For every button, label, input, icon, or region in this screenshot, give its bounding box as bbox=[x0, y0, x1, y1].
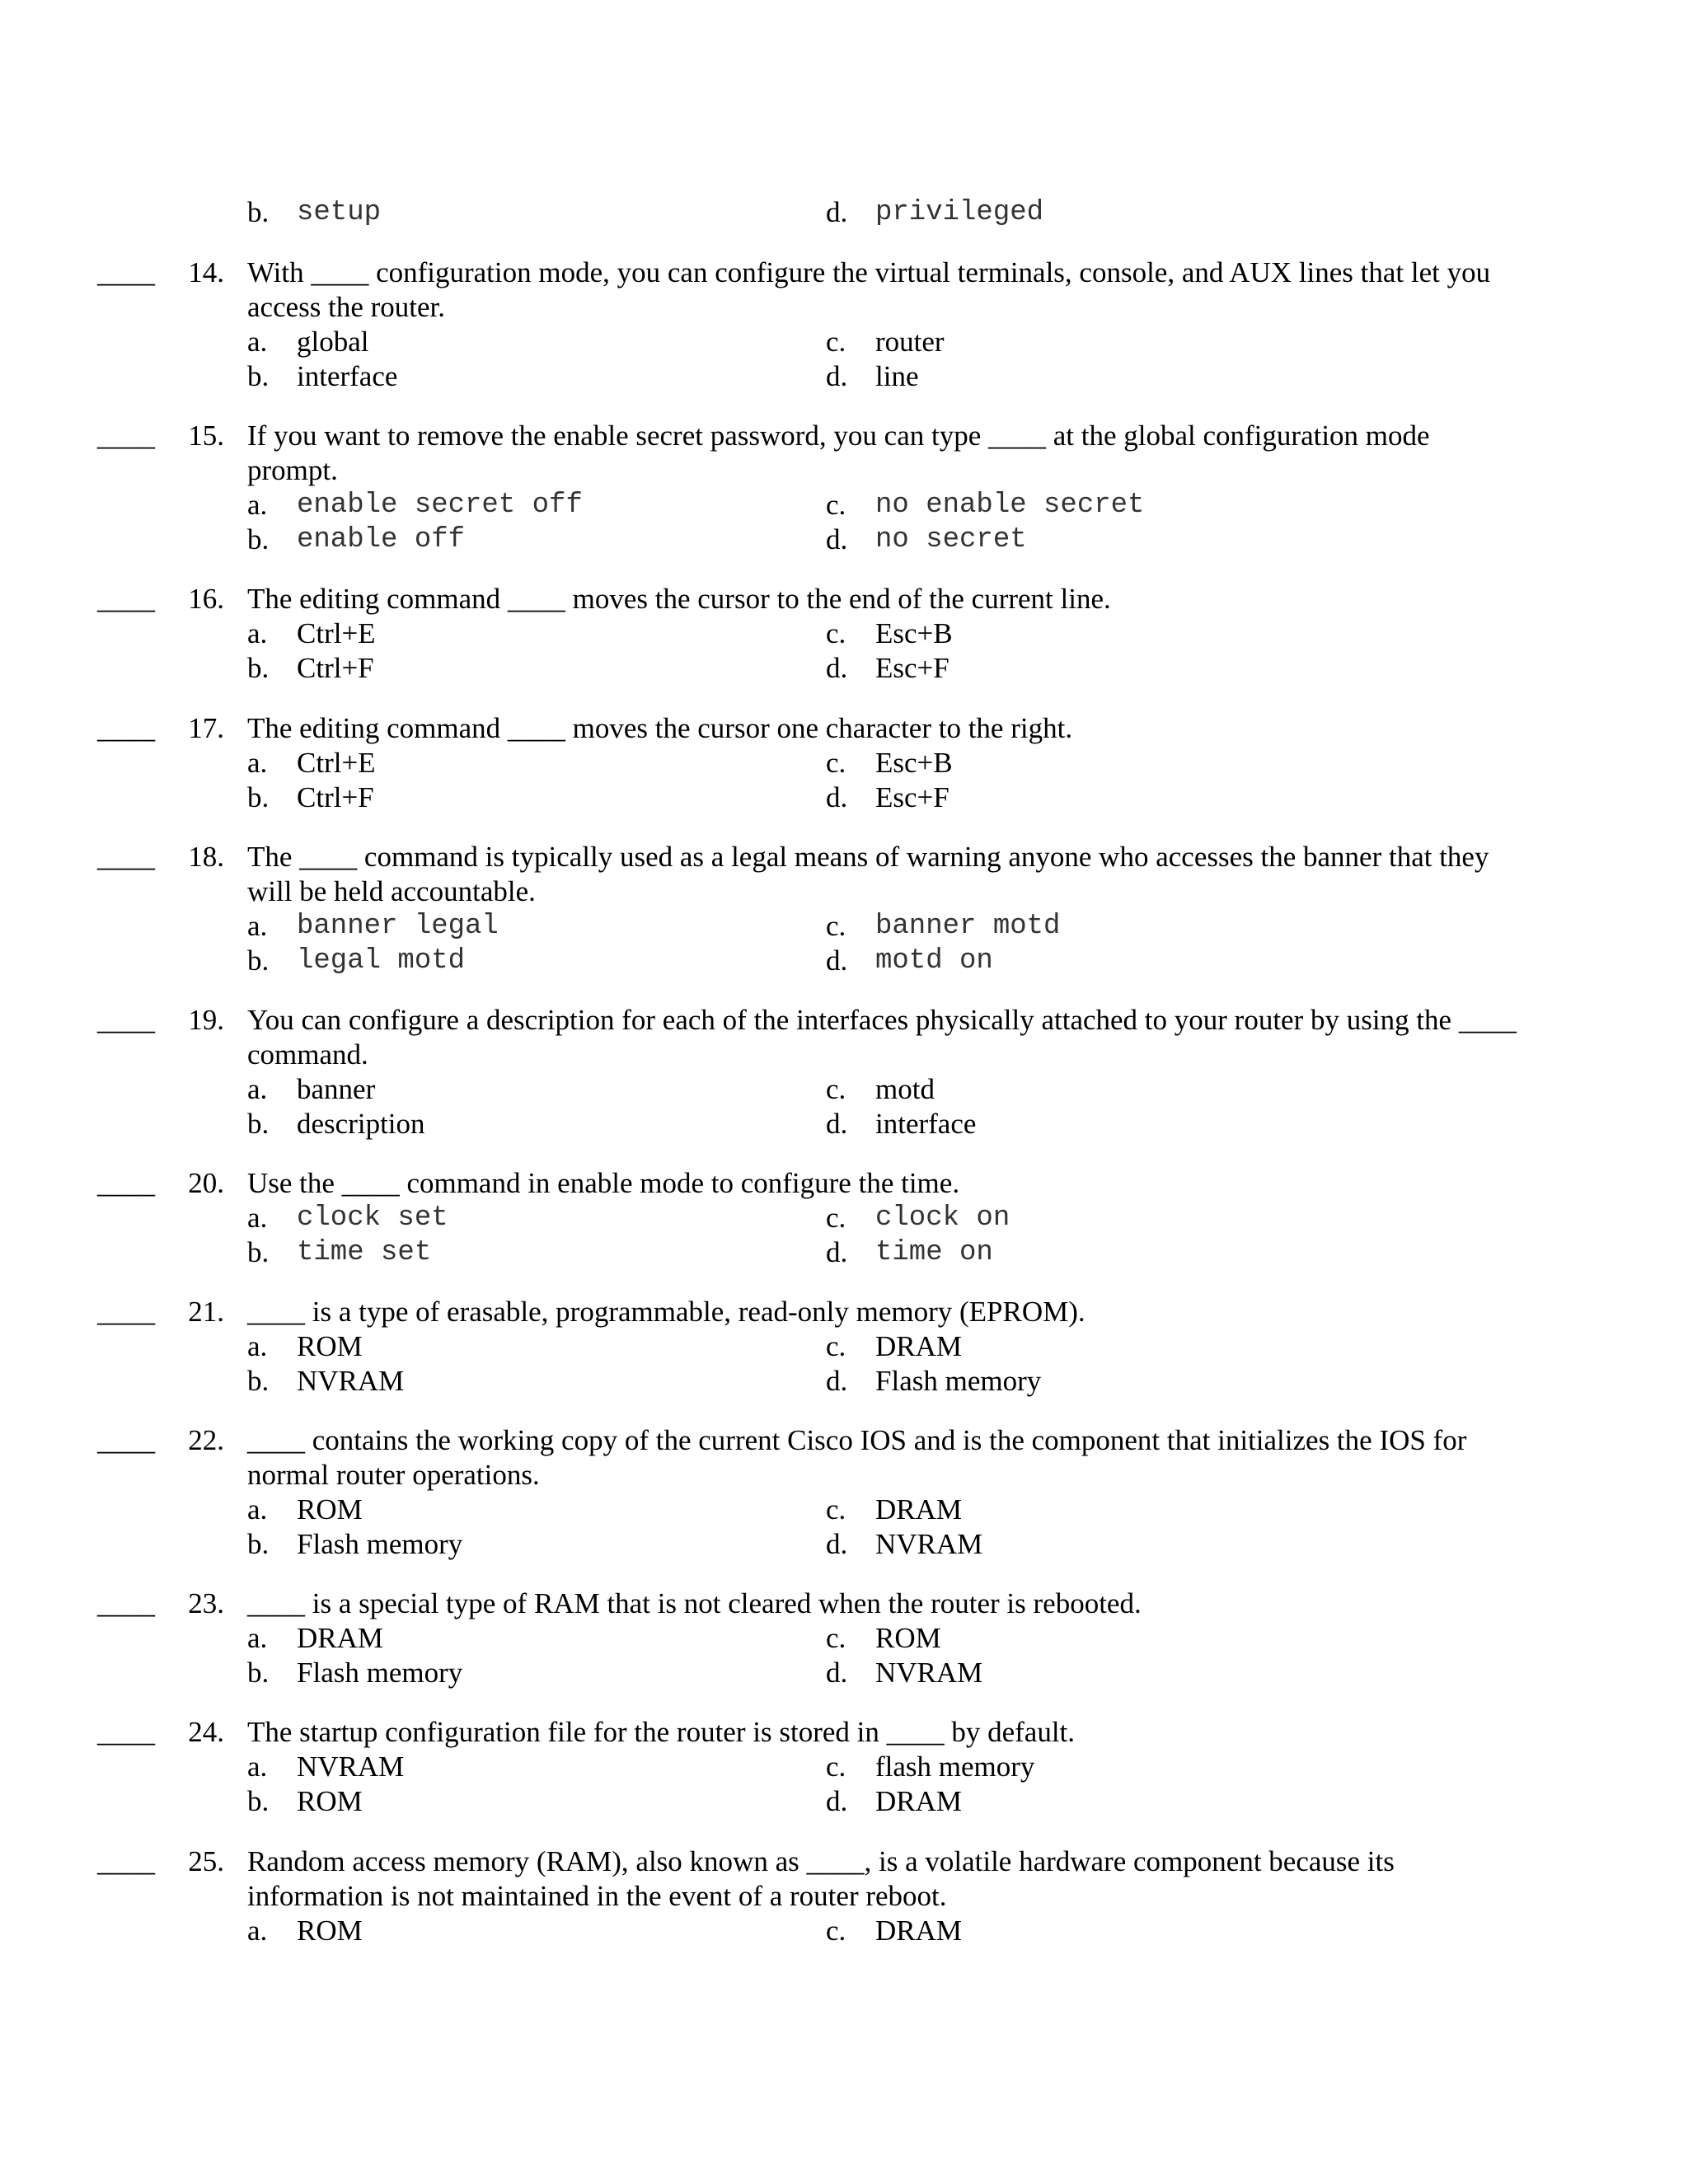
option-letter: b. bbox=[247, 523, 270, 555]
option-text: NVRAM bbox=[297, 1750, 405, 1783]
question-stem-continuation bbox=[0, 1879, 1688, 1914]
option-letter: b. bbox=[247, 1236, 270, 1268]
option-letter: c. bbox=[826, 1622, 846, 1654]
option-letter: d. bbox=[826, 1365, 848, 1397]
option-row bbox=[0, 325, 1688, 359]
question-text: Random access memory (RAM), also known as ____, is a volatile hardware component because its bbox=[247, 1845, 1395, 1877]
option-letter: b. bbox=[247, 1365, 270, 1397]
option-letter: b. bbox=[247, 781, 270, 813]
question-text: ____ is a special type of RAM that is not cleared when the router is rebooted. bbox=[247, 1587, 1142, 1619]
question-stem-line bbox=[0, 1166, 1688, 1201]
option-row bbox=[0, 1107, 1688, 1141]
option-letter: d. bbox=[826, 1657, 848, 1689]
option-row bbox=[0, 780, 1688, 815]
option-text: no enable secret bbox=[875, 490, 1145, 521]
option-row bbox=[0, 195, 1688, 230]
option-letter: b. bbox=[247, 652, 270, 684]
option-letter: d. bbox=[826, 944, 848, 977]
option-text: Flash memory bbox=[875, 1365, 1042, 1397]
option-text: interface bbox=[297, 360, 398, 392]
option-text: Flash memory bbox=[297, 1657, 463, 1689]
option-text: router bbox=[875, 326, 945, 358]
question-text: normal router operations. bbox=[247, 1459, 540, 1491]
answer-blank[interactable]: ____ bbox=[97, 1296, 155, 1328]
question-text: Use the ____ command in enable mode to configure the time. bbox=[247, 1167, 960, 1199]
option-text: ROM bbox=[875, 1622, 941, 1654]
option-row bbox=[0, 1072, 1688, 1107]
option-text: Flash memory bbox=[297, 1528, 463, 1560]
question-stem-line bbox=[0, 419, 1688, 453]
option-text: DRAM bbox=[875, 1493, 963, 1526]
option-letter: d. bbox=[826, 523, 848, 555]
option-letter: a. bbox=[247, 1622, 268, 1654]
question-stem-line bbox=[0, 1003, 1688, 1038]
question-number: 23. bbox=[188, 1587, 224, 1619]
question-number: 17. bbox=[188, 712, 224, 744]
option-row bbox=[0, 944, 1688, 978]
option-letter: b. bbox=[247, 1785, 270, 1817]
question-text: ____ contains the working copy of the current Cisco IOS and is the component that initializes the IOS for bbox=[247, 1424, 1467, 1456]
option-text: Esc+B bbox=[875, 747, 953, 779]
option-row bbox=[0, 1493, 1688, 1527]
option-letter: c. bbox=[826, 1073, 846, 1105]
question-stem-line bbox=[0, 1844, 1688, 1879]
option-row bbox=[0, 1784, 1688, 1819]
answer-blank[interactable]: ____ bbox=[97, 1587, 155, 1619]
question-text: information is not maintained in the event of a router reboot. bbox=[247, 1880, 947, 1912]
option-letter: b. bbox=[247, 1108, 270, 1140]
question-stem-continuation bbox=[0, 453, 1688, 488]
option-text: no secret bbox=[875, 524, 1027, 555]
answer-blank[interactable]: ____ bbox=[97, 256, 155, 288]
option-letter: d. bbox=[826, 652, 848, 684]
question-text: With ____ configuration mode, you can configure the virtual terminals, console, and AUX lines that let you bbox=[247, 256, 1491, 288]
option-letter: c. bbox=[826, 910, 846, 942]
option-text: NVRAM bbox=[297, 1365, 405, 1397]
option-letter: d. bbox=[826, 781, 848, 813]
answer-blank[interactable]: ____ bbox=[97, 841, 155, 873]
option-letter: b. bbox=[247, 360, 270, 392]
answer-blank[interactable]: ____ bbox=[97, 1424, 155, 1456]
question-stem-line bbox=[0, 1423, 1688, 1458]
option-letter: c. bbox=[826, 1493, 846, 1526]
option-text: Esc+F bbox=[875, 781, 950, 813]
option-letter: c. bbox=[826, 489, 846, 521]
question-number: 25. bbox=[188, 1845, 224, 1877]
option-row bbox=[0, 1329, 1688, 1364]
option-text: DRAM bbox=[297, 1622, 384, 1654]
option-text: Ctrl+E bbox=[297, 747, 376, 779]
option-text: DRAM bbox=[875, 1785, 963, 1817]
option-text: clock on bbox=[875, 1202, 1010, 1234]
option-letter: c. bbox=[826, 1202, 846, 1234]
option-text: interface bbox=[875, 1108, 977, 1140]
option-text: line bbox=[875, 360, 919, 392]
option-text: Ctrl+F bbox=[297, 652, 374, 684]
option-row bbox=[0, 616, 1688, 651]
option-row bbox=[0, 1750, 1688, 1784]
option-letter: a. bbox=[247, 617, 268, 649]
option-letter: b. bbox=[247, 1657, 270, 1689]
question-text: The startup configuration file for the router is stored in ____ by default. bbox=[247, 1716, 1076, 1748]
option-text: NVRAM bbox=[875, 1657, 983, 1689]
option-row bbox=[0, 1621, 1688, 1656]
option-letter: c. bbox=[826, 1330, 846, 1362]
option-row bbox=[0, 1364, 1688, 1399]
option-text: global bbox=[297, 326, 369, 358]
question-number: 19. bbox=[188, 1004, 224, 1036]
question-stem-continuation bbox=[0, 874, 1688, 909]
option-letter: d. bbox=[826, 1108, 848, 1140]
question-number: 14. bbox=[188, 256, 224, 288]
option-letter: d. bbox=[826, 360, 848, 392]
option-text: ROM bbox=[297, 1915, 363, 1947]
option-letter: a. bbox=[247, 1750, 268, 1783]
question-stem-line bbox=[0, 255, 1688, 290]
answer-blank[interactable]: ____ bbox=[97, 583, 155, 615]
question-stem-continuation bbox=[0, 1038, 1688, 1072]
question-stem-continuation bbox=[0, 290, 1688, 325]
question-number: 20. bbox=[188, 1167, 224, 1199]
option-letter: a. bbox=[247, 747, 268, 779]
question-text: The ____ command is typically used as a legal means of warning anyone who accesses the banner that they bbox=[247, 841, 1489, 873]
option-row bbox=[0, 523, 1688, 557]
option-text: legal motd bbox=[297, 945, 466, 977]
question-text: access the router. bbox=[247, 291, 446, 323]
question-number: 16. bbox=[188, 583, 224, 615]
option-text: ROM bbox=[297, 1493, 363, 1526]
option-text: Esc+B bbox=[875, 617, 953, 649]
option-text: privileged bbox=[875, 197, 1044, 228]
question-number: 24. bbox=[188, 1716, 224, 1748]
option-letter: d. bbox=[826, 1236, 848, 1268]
option-text: banner motd bbox=[875, 911, 1061, 942]
question-number: 18. bbox=[188, 841, 224, 873]
option-row bbox=[0, 1235, 1688, 1270]
option-letter: c. bbox=[826, 747, 846, 779]
option-text: motd on bbox=[875, 945, 993, 977]
option-row bbox=[0, 746, 1688, 780]
option-row bbox=[0, 488, 1688, 523]
option-text: flash memory bbox=[875, 1750, 1035, 1783]
option-letter: c. bbox=[826, 617, 846, 649]
question-stem-line bbox=[0, 1715, 1688, 1750]
option-text: ROM bbox=[297, 1785, 363, 1817]
option-letter: a. bbox=[247, 910, 268, 942]
question-text: You can configure a description for each of the interfaces physically attached to your router by using the ____ bbox=[247, 1004, 1517, 1036]
answer-blank[interactable]: ____ bbox=[97, 1845, 155, 1877]
option-text: ROM bbox=[297, 1330, 363, 1362]
option-letter: b. bbox=[247, 196, 270, 228]
answer-blank[interactable]: ____ bbox=[97, 1167, 155, 1199]
question-stem-line bbox=[0, 711, 1688, 746]
question-stem-continuation bbox=[0, 1458, 1688, 1493]
question-text: If you want to remove the enable secret password, you can type ____ at the global configuration mode bbox=[247, 419, 1430, 452]
option-letter: a. bbox=[247, 1073, 268, 1105]
option-text: banner bbox=[297, 1073, 376, 1105]
question-text: prompt. bbox=[247, 454, 338, 486]
answer-blank[interactable]: ____ bbox=[97, 1716, 155, 1748]
option-letter: b. bbox=[247, 944, 270, 977]
option-row bbox=[0, 1201, 1688, 1235]
answer-blank[interactable]: ____ bbox=[97, 712, 155, 744]
question-stem-line bbox=[0, 582, 1688, 616]
answer-blank[interactable]: ____ bbox=[97, 1004, 155, 1036]
option-row bbox=[0, 1914, 1688, 1948]
option-text: NVRAM bbox=[875, 1528, 983, 1560]
option-text: time set bbox=[297, 1237, 432, 1268]
option-text: motd bbox=[875, 1073, 935, 1105]
option-letter: c. bbox=[826, 326, 846, 358]
question-stem-line bbox=[0, 1586, 1688, 1621]
question-stem-line bbox=[0, 840, 1688, 874]
option-text: enable off bbox=[297, 524, 466, 555]
question-text: ____ is a type of erasable, programmable, read-only memory (EPROM). bbox=[247, 1296, 1085, 1328]
option-row bbox=[0, 909, 1688, 944]
option-text: enable secret off bbox=[297, 490, 583, 521]
option-row bbox=[0, 1656, 1688, 1690]
question-stem-line bbox=[0, 1295, 1688, 1329]
question-text: The editing command ____ moves the cursor one character to the right. bbox=[247, 712, 1073, 744]
option-text: Ctrl+E bbox=[297, 617, 376, 649]
option-text: time on bbox=[875, 1237, 993, 1268]
option-letter: d. bbox=[826, 1528, 848, 1560]
option-letter: a. bbox=[247, 489, 268, 521]
answer-blank[interactable]: ____ bbox=[97, 419, 155, 452]
option-letter: b. bbox=[247, 1528, 270, 1560]
option-letter: a. bbox=[247, 1202, 268, 1234]
option-letter: d. bbox=[826, 196, 848, 228]
option-text: description bbox=[297, 1108, 425, 1140]
question-text: will be held accountable. bbox=[247, 875, 536, 907]
option-text: clock set bbox=[297, 1202, 448, 1234]
question-text: command. bbox=[247, 1038, 368, 1071]
option-text: Ctrl+F bbox=[297, 781, 374, 813]
option-letter: c. bbox=[826, 1915, 846, 1947]
option-text: setup bbox=[297, 197, 382, 228]
question-text: The editing command ____ moves the cursor to the end of the current line. bbox=[247, 583, 1111, 615]
option-text: DRAM bbox=[875, 1330, 963, 1362]
option-letter: a. bbox=[247, 1915, 268, 1947]
option-letter: c. bbox=[826, 1750, 846, 1783]
option-text: banner legal bbox=[297, 911, 499, 942]
option-text: Esc+F bbox=[875, 652, 950, 684]
option-row bbox=[0, 651, 1688, 686]
question-number: 22. bbox=[188, 1424, 224, 1456]
option-row bbox=[0, 359, 1688, 394]
option-row bbox=[0, 1527, 1688, 1562]
option-letter: a. bbox=[247, 326, 268, 358]
option-letter: a. bbox=[247, 1330, 268, 1362]
option-text: DRAM bbox=[875, 1915, 963, 1947]
option-letter: d. bbox=[826, 1785, 848, 1817]
option-letter: a. bbox=[247, 1493, 268, 1526]
question-number: 21. bbox=[188, 1296, 224, 1328]
question-number: 15. bbox=[188, 419, 224, 452]
